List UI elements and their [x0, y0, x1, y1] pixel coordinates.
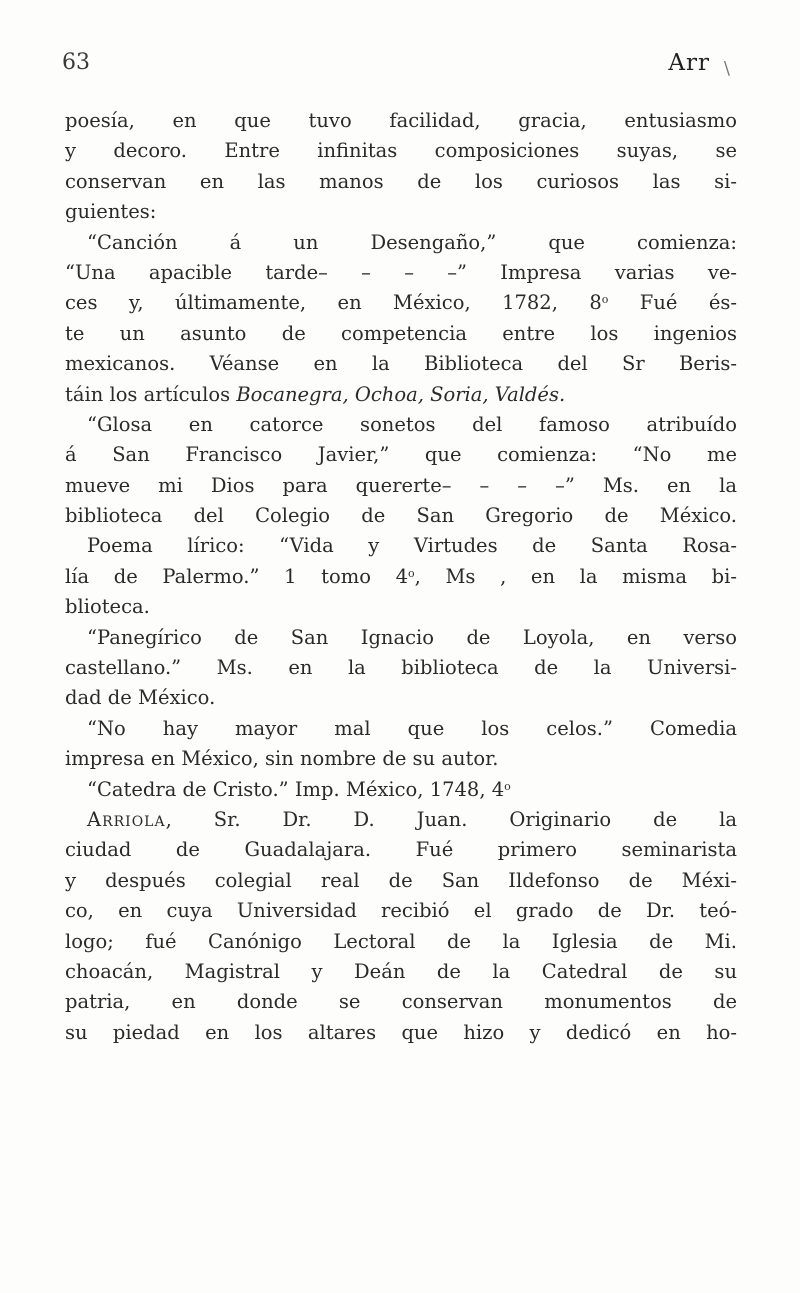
text-line: “Panegírico de San Ignacio de Loyola, en verso: [87, 625, 737, 649]
text-line: “Una apacible tarde– – – –” Impresa varias ve-: [65, 260, 737, 284]
text-line: poesía, en que tuvo facilidad, gracia, entusiasmo: [65, 109, 737, 132]
page-number: 63: [62, 50, 90, 75]
text-line: co, en cuya Universidad recibió el grado de Dr. teó-: [65, 899, 737, 923]
text-line: “Glosa en catorce sonetos del famoso atribuído: [87, 412, 737, 436]
text-line: [65, 562, 737, 592]
text-line: patria, en donde se conservan monumentos de: [65, 990, 737, 1014]
text-line: logo; fué Canónigo Lectoral de la Iglesia de Mi.: [65, 929, 737, 953]
text-line: á San Francisco Javier,” que comienza: “No me: [65, 443, 737, 467]
page-header: [62, 50, 740, 90]
text-line: conservan en las manos de los curiosos las si-: [65, 169, 737, 193]
text-line: y después colegial real de San Ildefonso de Méxi-: [65, 868, 737, 892]
line-text: Fué és-: [608, 291, 737, 315]
line-text: “Catedra de Cristo.” Imp. México, 1748, 4: [87, 777, 505, 801]
text-line: [65, 805, 737, 835]
text-line: impresa en México, sin nombre de su autor.: [65, 747, 499, 771]
text-line: guientes:: [65, 200, 157, 224]
text-line: ciudad de Guadalajara. Fué primero seminarista: [65, 838, 737, 862]
text-line: y decoro. Entre infinitas composiciones suyas, se: [65, 139, 737, 163]
line-text: ces y, últimamente, en México, 1782, 8: [65, 291, 602, 315]
ordinal-mark: o: [601, 293, 609, 307]
text-line: Poema lírico: “Vida y Virtudes de Santa Rosa-: [87, 534, 737, 558]
line-text: táin los artículos: [65, 382, 231, 406]
italic-text: Bocanegra, Ochoa, Soria, Valdés.: [236, 382, 566, 406]
text-line: te un asunto de competencia entre los ingenios: [65, 321, 737, 345]
text-line: castellano.” Ms. en la biblioteca de la Universi-: [65, 656, 737, 680]
text-line: [65, 288, 737, 318]
text-line: blioteca.: [65, 595, 150, 619]
text-line: “Canción á un Desengaño,” que comienza:: [87, 230, 737, 254]
text-line: [65, 775, 737, 805]
text-line: “No hay mayor mal que los celos.” Comedia: [87, 716, 737, 740]
text-line: choacán, Magistral y Deán de la Catedral de su: [65, 959, 737, 983]
text-line: dad de México.: [65, 686, 216, 710]
body-text: [65, 106, 737, 1048]
entry-name: Arriola: [87, 807, 166, 831]
line-text: , Sr. Dr. D. Juan. Originario de la: [165, 807, 737, 831]
ordinal-mark: o: [408, 566, 415, 580]
text-line: biblioteca del Colegio de San Gregorio de México.: [65, 504, 737, 528]
line-text: lía de Palermo.” 1 tomo 4: [65, 564, 408, 588]
line-text: , Ms , en la misma bi-: [414, 564, 737, 588]
text-line: mexicanos. Véanse en la Biblioteca del Sr Beris-: [65, 352, 737, 376]
running-head-mark: \: [723, 58, 730, 79]
text-line: su piedad en los altares que hizo y dedicó en ho-: [65, 1020, 737, 1044]
ordinal-mark: o: [504, 779, 511, 793]
text-line: [65, 380, 737, 410]
text-line: mueve mi Dios para quererte– – – –” Ms. en la: [65, 473, 737, 497]
running-head: Arr: [668, 50, 710, 76]
